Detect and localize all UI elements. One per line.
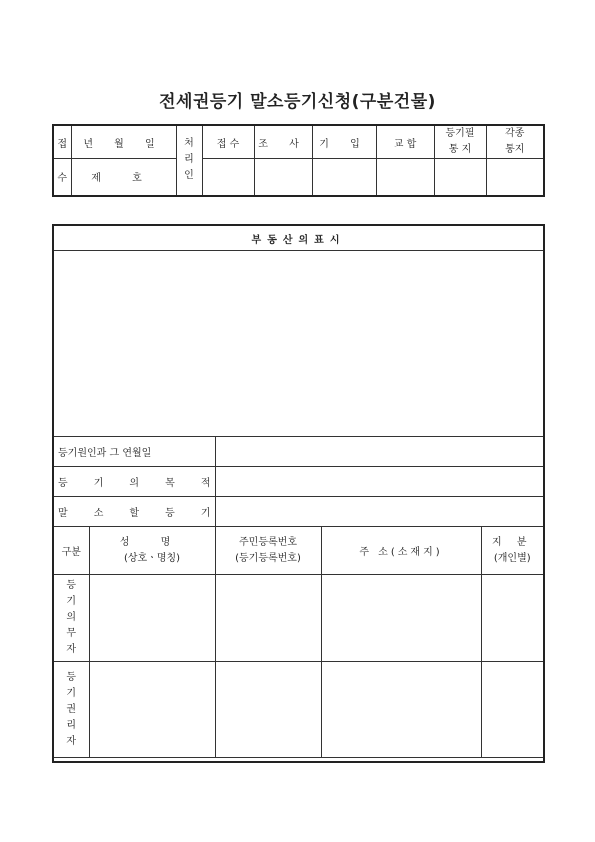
obligor-id-field[interactable] [215, 575, 321, 662]
receipt-stamp-cell[interactable] [202, 159, 254, 196]
receipt-su-label: 수 [53, 159, 71, 196]
col-various-notice: 각종 통지 [486, 125, 544, 159]
holder-id-field[interactable] [215, 662, 321, 758]
main-table [52, 224, 545, 763]
receipt-table [52, 124, 545, 197]
entry-stamp-cell[interactable] [312, 159, 376, 196]
completion-stamp-cell[interactable] [434, 159, 486, 196]
holder-name-field[interactable] [89, 662, 215, 758]
receipt-jeop-label: 접 [53, 125, 71, 159]
col-name-header: 성 명 (상호ㆍ명칭) [89, 527, 215, 575]
review-stamp-cell[interactable] [254, 159, 312, 196]
col-share-header: 지 분 (개인별) [481, 527, 544, 575]
holder-share-field[interactable] [481, 662, 544, 758]
cause-field[interactable] [215, 437, 544, 467]
col-id-header: 주민등록번호 (등기등록번호) [215, 527, 321, 575]
col-entry: 기 입 [312, 125, 376, 159]
col-address-header: 주 소(소재지) [321, 527, 481, 575]
obligor-share-field[interactable] [481, 575, 544, 662]
property-header: 부동산의표시 [53, 225, 544, 251]
purpose-field[interactable] [215, 467, 544, 497]
cancel-label: 말 소 할 등 기 [53, 497, 215, 527]
cancel-field[interactable] [215, 497, 544, 527]
bottom-rule [53, 758, 544, 762]
holder-label: 등 기 권 리 자 [53, 662, 89, 758]
cause-label: 등기원인과 그 연월일 [53, 437, 215, 467]
col-completion-notice: 등기필 통 지 [434, 125, 486, 159]
number-label: 제 호 [71, 159, 176, 196]
form-title: 전세권등기 말소등기신청(구분건물) [159, 92, 436, 112]
obligor-label: 등 기 의 무 자 [53, 575, 89, 662]
holder-address-field[interactable] [321, 662, 481, 758]
purpose-label: 등 기 의 목 적 [53, 467, 215, 497]
verify-stamp-cell[interactable] [376, 159, 434, 196]
col-type-header: 구분 [53, 527, 89, 575]
handler-label: 처 리 인 [176, 125, 202, 196]
col-receipt: 접 수 [202, 125, 254, 159]
date-label: 년 월 일 [71, 125, 176, 159]
col-verify: 교 합 [376, 125, 434, 159]
property-description-field[interactable] [53, 251, 544, 437]
obligor-name-field[interactable] [89, 575, 215, 662]
obligor-address-field[interactable] [321, 575, 481, 662]
notice-stamp-cell[interactable] [486, 159, 544, 196]
col-review: 조 사 [254, 125, 312, 159]
